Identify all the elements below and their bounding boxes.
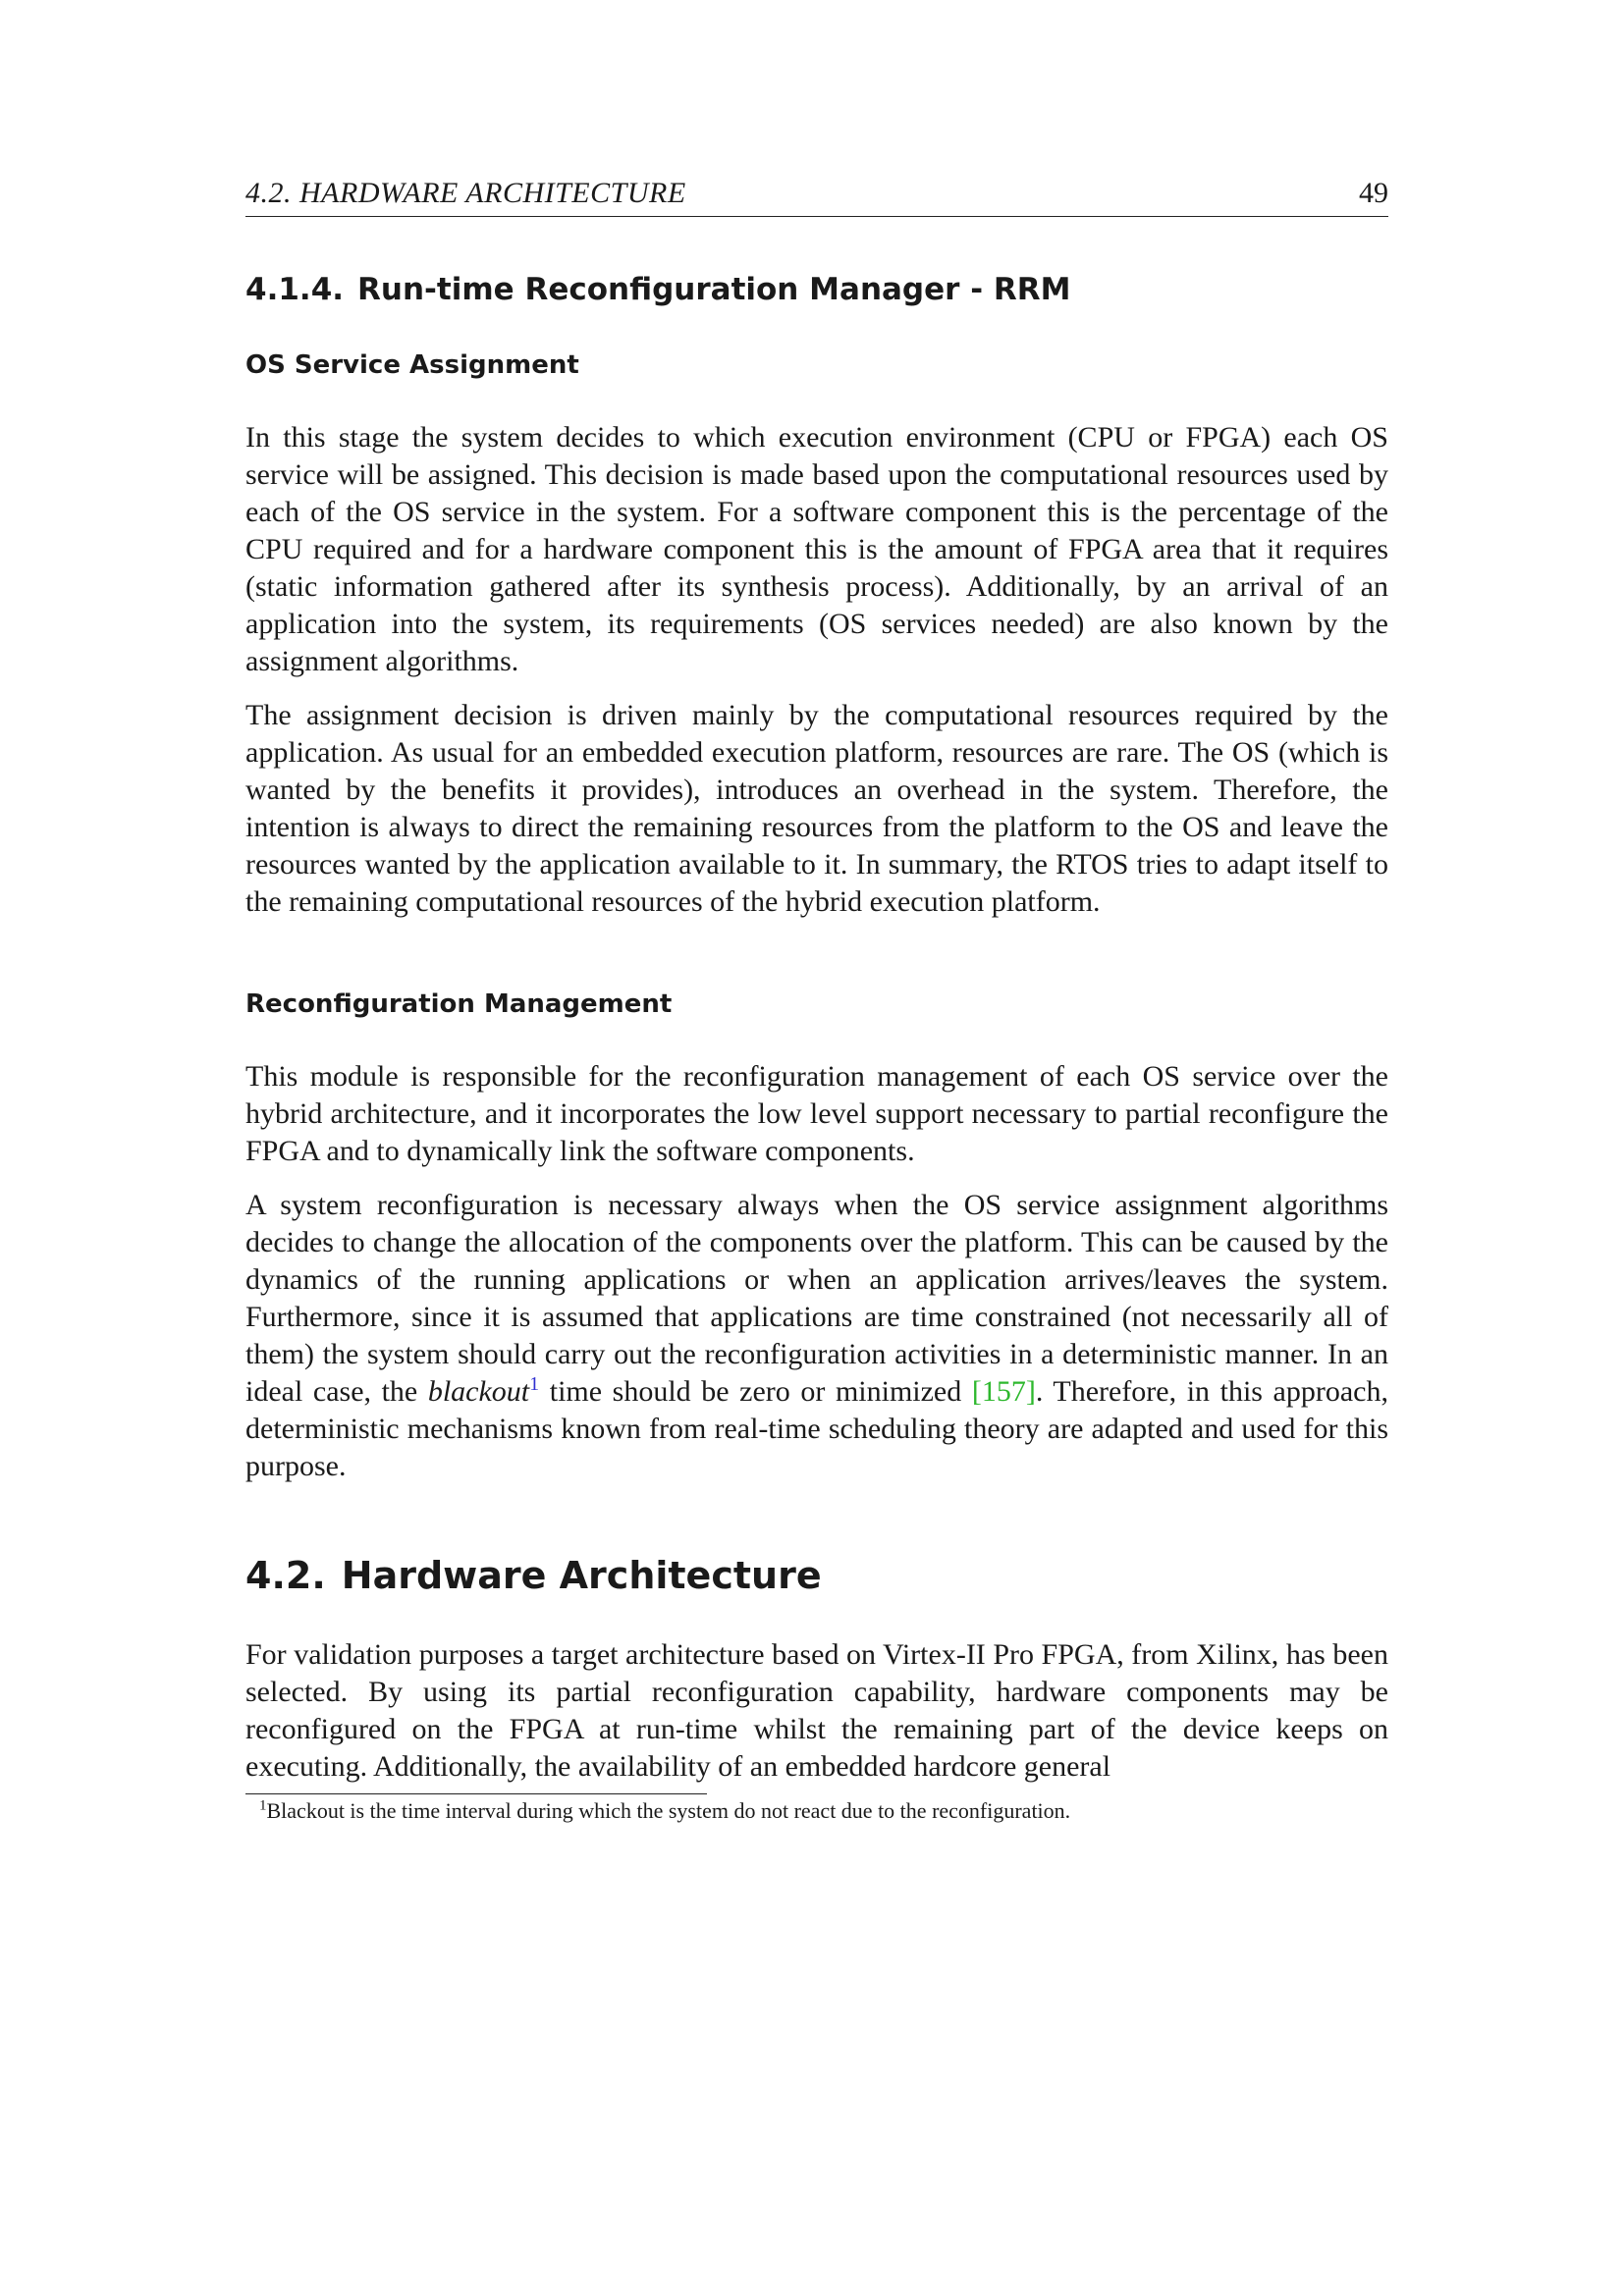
section-number: 4.2. [245, 1554, 326, 1597]
citation-link[interactable]: [157] [971, 1375, 1036, 1408]
running-header [245, 177, 1388, 217]
footnote-rule [245, 1793, 707, 1794]
reconfiguration-paragraph-1: This module is responsible for the reconfiguration management of each OS service over the hybrid architecture, and it incorporates the low level support necessary to partial reconfigure the FPGA and to dynamically link the software components. [245, 1060, 1388, 1167]
reconfiguration-paragraph-2 [245, 1187, 1388, 1485]
reconfiguration-text-c: . Therefore, in this approach, deterministic mechanisms known from real-time scheduling theory are adapted and used for this purpose. [245, 1375, 1388, 1482]
reconfiguration-text-b: time should be zero or minimized [539, 1375, 972, 1408]
section-heading [245, 1554, 1388, 1597]
section-title: Hardware Architecture [341, 1554, 822, 1597]
page-number: 49 [1359, 177, 1388, 209]
hardware-paragraph-1: For validation purposes a target architecture based on Virtex-II Pro FPGA, from Xilinx, has been selected. By using its partial reconfiguration capability, hardware components may be reconfigured on the FPGA at run-time whilst the remaining part of the device keeps on executing. Additionally, the availability of an embedded hardcore general [245, 1638, 1388, 1783]
subsection-number: 4.1.4. [245, 272, 345, 307]
reconfiguration-heading: Reconfiguration Management [245, 989, 673, 1019]
os-service-paragraph-2: The assignment decision is driven mainly by the computational resources required by the application. As usual for an embedded execution platform, resources are rare. The OS (which is wanted by the benefits it provides), introduces an overhead in the system. Therefore, the intention is always to direct the remaining resources from the platform to the OS and leave the resources wanted by the application available to it. In summary, the RTOS tries to adapt itself to the remaining computational resources of the hybrid execution platform. [245, 699, 1388, 918]
subsection-title: Run-time Reconfiguration Manager - RRM [357, 272, 1071, 307]
page [245, 177, 1388, 1824]
running-header-title: 4.2. HARDWARE ARCHITECTURE [245, 177, 686, 209]
reconfiguration-text-a: A system reconfiguration is necessary always when the OS service assignment algorithms decides to change the allocation of the components over the platform. This can be caused by the dynamics of the running applications or when an application arrives/leaves the system. Furthermore, since it is assumed that applications are time constrained (not necessarily all of them) the system should carry out the reconfiguration activities in a deterministic manner. In an ideal case, the [245, 1189, 1388, 1408]
os-service-paragraph-1: In this stage the system decides to which execution environment (CPU or FPGA) each OS service will be assigned. This decision is made based upon the computational resources used by each of the OS service in the system. For a software component this is the percentage of the CPU required and for a hardware component this is the amount of FPGA area that it requires (static information gathered after its synthesis process). Additionally, by an arrival of an application into the system, its requirements (OS services needed) are also known by the assignment algorithms. [245, 421, 1388, 677]
footnote-link[interactable]: 1 [529, 1373, 540, 1395]
footnote-number: 1 [259, 1797, 267, 1814]
os-service-heading: OS Service Assignment [245, 350, 579, 380]
blackout-term: blackout [427, 1375, 530, 1408]
subsection-heading [245, 272, 1388, 307]
footnote-text: Blackout is the time interval during which the system do not react due to the reconfiguration. [266, 1798, 1071, 1823]
footnote [245, 1798, 1388, 1824]
